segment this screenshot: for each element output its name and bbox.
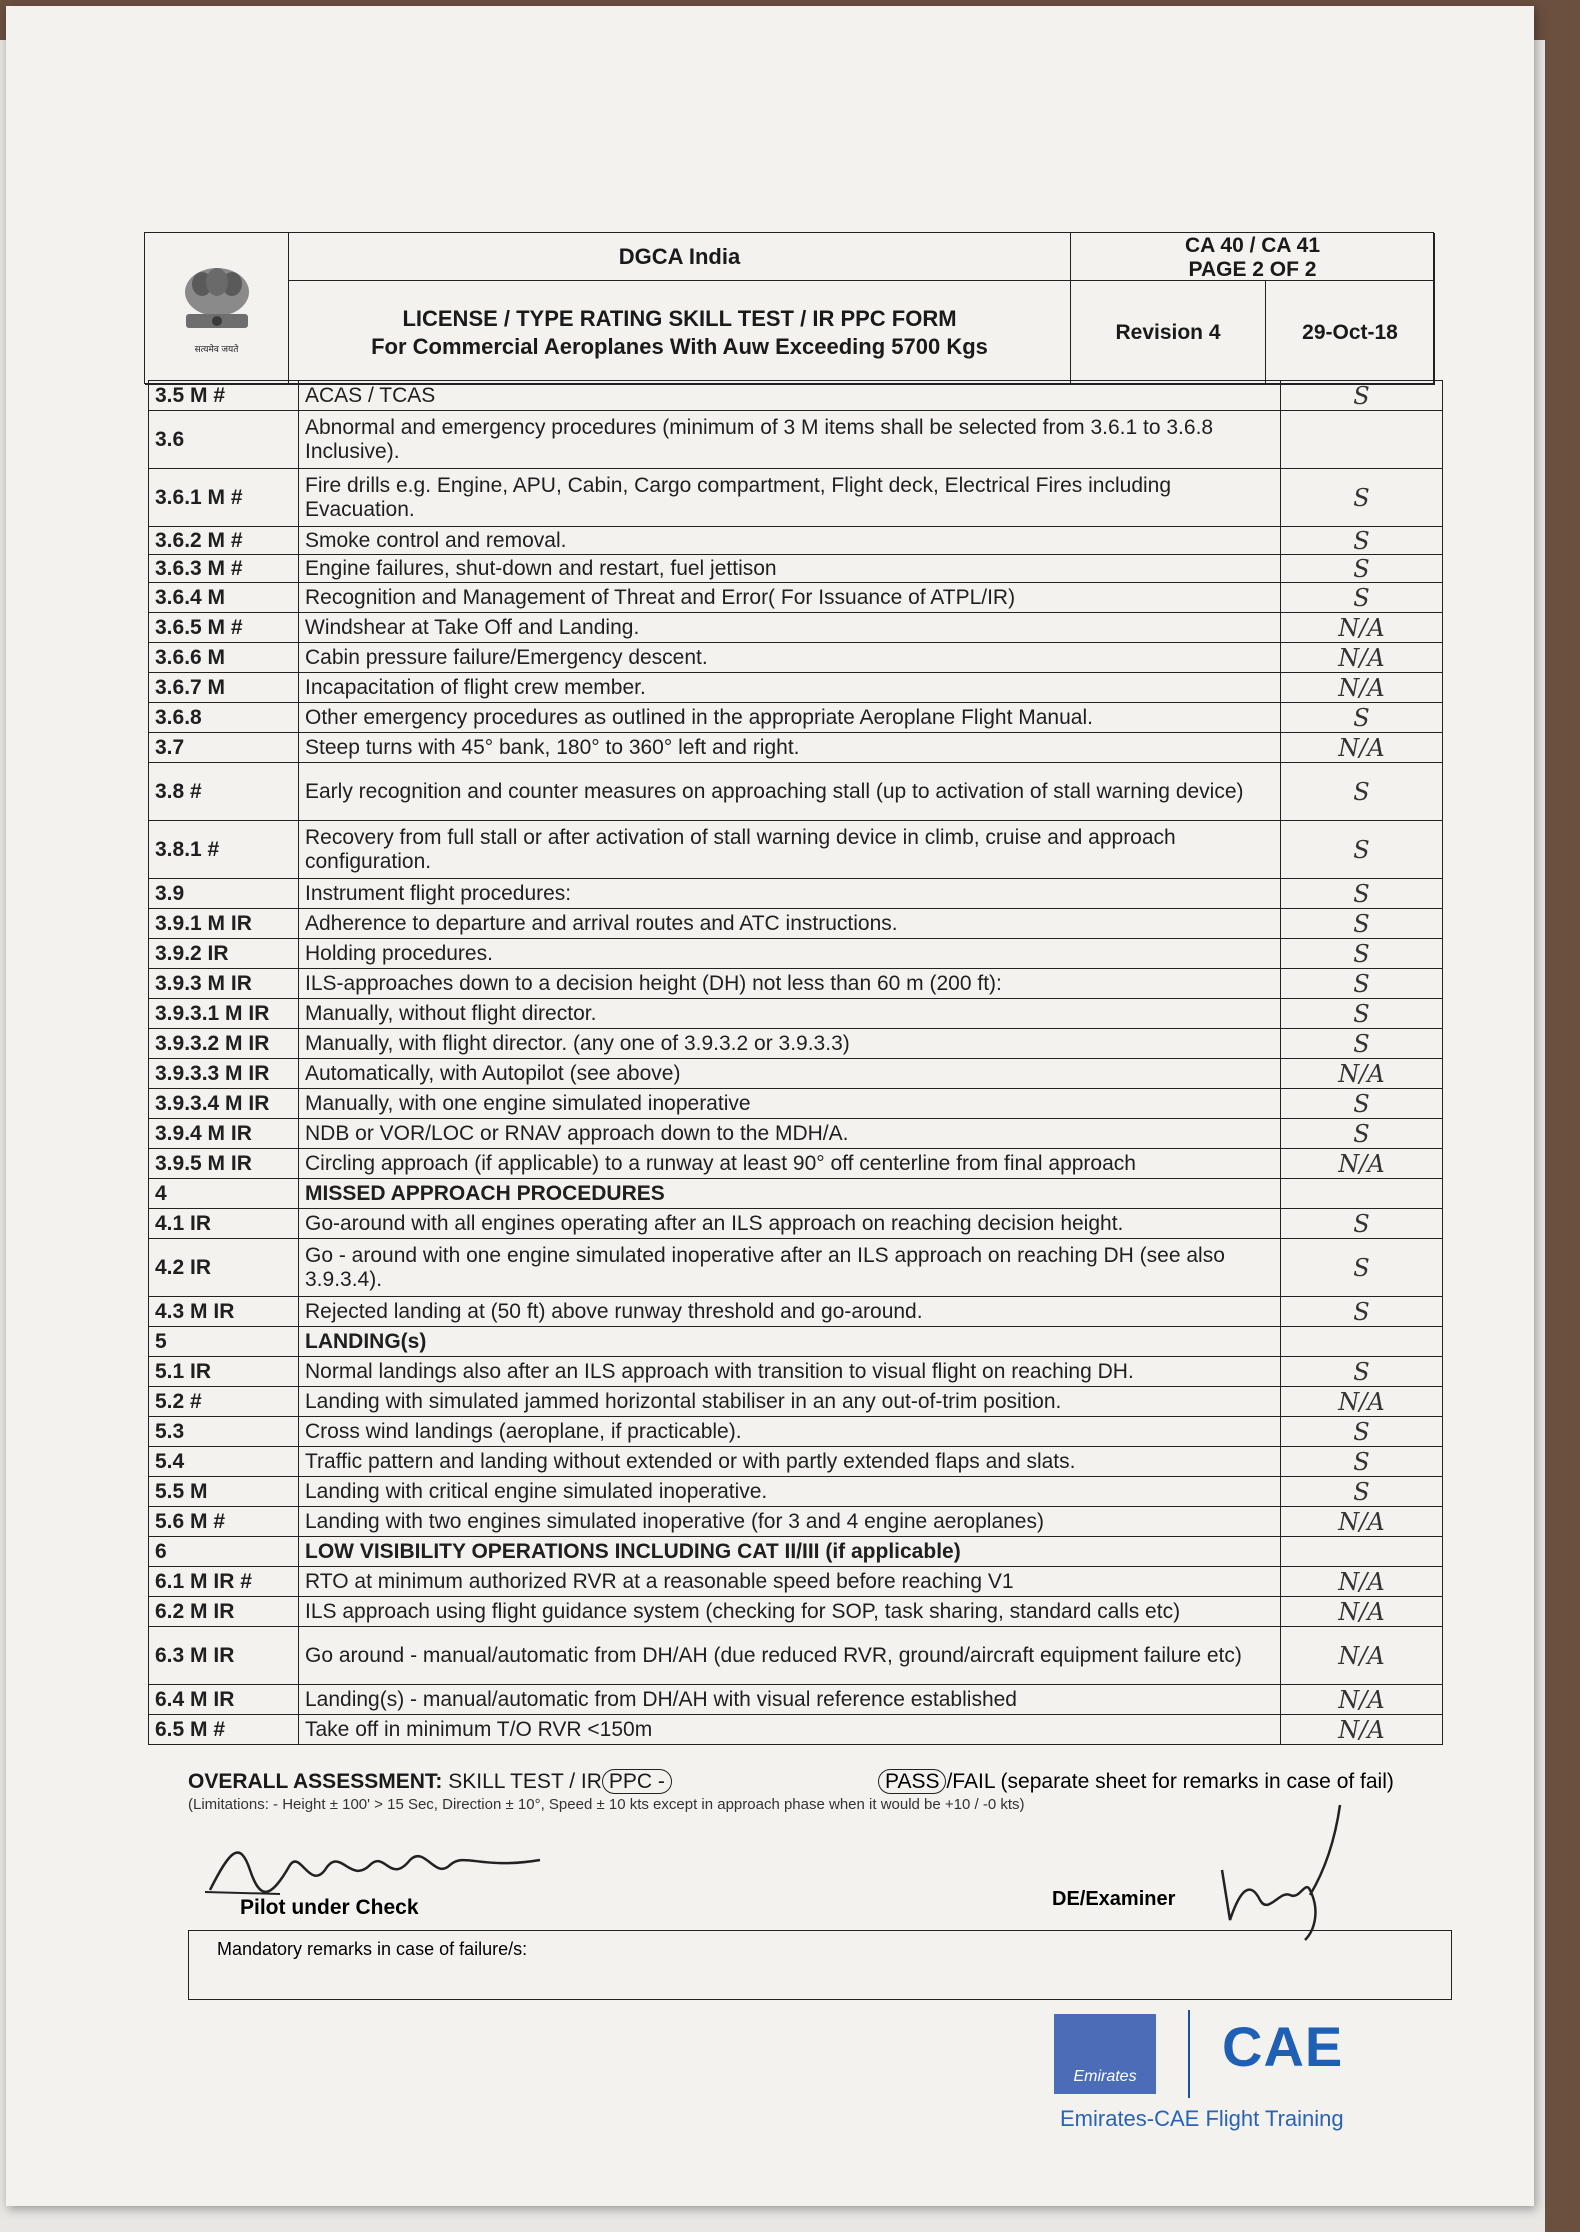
table-row [149,1567,1443,1597]
item-result: S [1281,879,1443,908]
table-row [149,821,1443,879]
logo-divider [1188,2010,1190,2098]
table-row [149,411,1443,469]
item-description: LOW VISIBILITY OPERATIONS INCLUDING CAT II/III (if applicable) [299,1537,1281,1566]
revision-date: 29-Oct-18 [1266,281,1435,385]
examiner-signature [1210,1800,1360,1950]
item-result: N/A [1281,733,1443,762]
item-result: S [1281,381,1443,410]
ppc-option-circled: PPC - [602,1769,672,1794]
table-row [149,969,1443,999]
item-description: Traffic pattern and landing without extended or with partly extended flaps and slats. [299,1447,1281,1476]
form-code: CA 40 / CA 41 [1185,233,1320,257]
item-result: S [1281,1209,1443,1238]
remarks-label: Mandatory remarks in case of failure/s: [217,1939,528,1959]
item-result: N/A [1281,643,1443,672]
item-description: Go-around with all engines operating after an ILS approach on reaching decision height. [299,1209,1281,1238]
table-row [149,909,1443,939]
item-code: 6.1 M IR # [149,1567,299,1596]
item-description: ACAS / TCAS [299,381,1281,410]
item-result: S [1281,1029,1443,1058]
item-code: 4 [149,1179,299,1208]
item-result [1281,411,1443,468]
item-result: S [1281,1239,1443,1296]
item-description: Cabin pressure failure/Emergency descent. [299,643,1281,672]
item-code: 3.9.2 IR [149,939,299,968]
item-description: Manually, with one engine simulated inoperative [299,1089,1281,1118]
examiner-label: DE/Examiner [1052,1888,1176,1910]
table-row [149,1119,1443,1149]
table-row [149,1149,1443,1179]
item-description: Landing with critical engine simulated inoperative. [299,1477,1281,1506]
item-description: Take off in minimum T/O RVR <150m [299,1715,1281,1744]
item-result: S [1281,1297,1443,1326]
item-result: N/A [1281,1507,1443,1536]
item-result: S [1281,1089,1443,1118]
table-row [149,939,1443,969]
item-code: 6.2 M IR [149,1597,299,1626]
item-result: S [1281,1447,1443,1476]
item-description: Incapacitation of flight crew member. [299,673,1281,702]
table-row [149,673,1443,703]
cae-logo: CAE [1222,2015,1344,2078]
item-code: 3.8.1 # [149,821,299,878]
item-description: Circling approach (if applicable) to a runway at least 90° off centerline from final approach [299,1149,1281,1178]
item-code: 3.6.8 [149,703,299,732]
ashoka-emblem-icon [172,262,262,342]
item-result: N/A [1281,1567,1443,1596]
item-result: S [1281,969,1443,998]
item-description: Recognition and Management of Threat and Error( For Issuance of ATPL/IR) [299,583,1281,612]
item-result: N/A [1281,1715,1443,1744]
assessment-label: OVERALL ASSESSMENT: [188,1770,443,1793]
item-code: 4.2 IR [149,1239,299,1296]
revision: Revision 4 [1071,281,1266,385]
item-code: 3.6.5 M # [149,613,299,642]
item-description: Windshear at Take Off and Landing. [299,613,1281,642]
item-code: 3.6.4 M [149,583,299,612]
emblem-caption: सत्यमेव जयते [194,344,239,354]
item-result: S [1281,555,1443,582]
table-row [149,1297,1443,1327]
form-title-line1: LICENSE / TYPE RATING SKILL TEST / IR PPC FORM [402,305,957,331]
org-name: DGCA India [289,233,1071,281]
item-code: 6 [149,1537,299,1566]
table-row [149,1507,1443,1537]
emirates-logo: Emirates [1054,2014,1156,2094]
item-code: 3.9.5 M IR [149,1149,299,1178]
item-result [1281,1327,1443,1356]
item-description: Recovery from full stall or after activation of stall warning device in climb, cruise and approach configuration. [299,821,1281,878]
table-row [149,879,1443,909]
item-description: Landing with two engines simulated inoperative (for 3 and 4 engine aeroplanes) [299,1507,1281,1536]
item-code: 5.1 IR [149,1357,299,1386]
ir-option: IR [580,1770,602,1793]
item-code: 3.9.3.2 M IR [149,1029,299,1058]
overall-assessment [188,1770,672,1794]
table-row [149,1477,1443,1507]
item-description: MISSED APPROACH PROCEDURES [299,1179,1281,1208]
item-result: S [1281,999,1443,1028]
table-row [149,1239,1443,1297]
item-description: Cross wind landings (aeroplane, if practicable). [299,1417,1281,1446]
table-row [149,583,1443,613]
item-result: S [1281,821,1443,878]
item-description: ILS-approaches down to a decision height (DH) not less than 60 m (200 ft): [299,969,1281,998]
item-code: 3.9.3.1 M IR [149,999,299,1028]
table-row [149,1597,1443,1627]
item-description: LANDING(s) [299,1327,1281,1356]
item-description: Fire drills e.g. Engine, APU, Cabin, Cargo compartment, Flight deck, Electrical Fires including Evacuation. [299,469,1281,526]
item-description: Landing with simulated jammed horizontal stabiliser in an any out-of-trim position. [299,1387,1281,1416]
item-description: Engine failures, shut-down and restart, fuel jettison [299,555,1281,582]
table-row [149,1417,1443,1447]
item-description: Adherence to departure and arrival routes and ATC instructions. [299,909,1281,938]
table-row [149,733,1443,763]
item-description: Abnormal and emergency procedures (minimum of 3 M items shall be selected from 3.6.1 to 3.6.8 Inclusive). [299,411,1281,468]
item-description: RTO at minimum authorized RVR at a reasonable speed before reaching V1 [299,1567,1281,1596]
item-code: 6.3 M IR [149,1627,299,1684]
table-row [149,1447,1443,1477]
item-result: S [1281,1119,1443,1148]
item-result: N/A [1281,1627,1443,1684]
table-row [149,1327,1443,1357]
pass-fail [878,1770,1394,1794]
logo-tagline: Emirates-CAE Flight Training [1060,2106,1344,2131]
table-row [149,469,1443,527]
item-result: S [1281,583,1443,612]
table-row [149,1685,1443,1715]
item-result: N/A [1281,1059,1443,1088]
item-code: 3.9.3.4 M IR [149,1089,299,1118]
table-row [149,613,1443,643]
item-result: S [1281,469,1443,526]
item-code: 4.3 M IR [149,1297,299,1326]
item-code: 4.1 IR [149,1209,299,1238]
item-description: Instrument flight procedures: [299,879,1281,908]
item-code: 3.5 M # [149,381,299,410]
form-title [289,281,1071,385]
item-code: 3.6.7 M [149,673,299,702]
item-result [1281,1179,1443,1208]
limitations-note: (Limitations: - Height ± 100' > 15 Sec, Direction ± 10°, Speed ± 10 kts except in approach phase when it would be +10 / -0 kts) [188,1796,1025,1813]
test-items-table [148,380,1443,1745]
fail-option: /FAIL (separate sheet for remarks in case of fail) [946,1770,1394,1793]
form-code-block [1071,233,1435,281]
form-title-line2: For Commercial Aeroplanes With Auw Exceeding 5700 Kgs [371,333,988,359]
page-number: PAGE 2 OF 2 [1188,257,1317,281]
item-description: Normal landings also after an ILS approach with transition to visual flight on reaching DH. [299,1357,1281,1386]
item-code: 5.6 M # [149,1507,299,1536]
table-row [149,1089,1443,1119]
item-description: Steep turns with 45° bank, 180° to 360° left and right. [299,733,1281,762]
item-result: S [1281,909,1443,938]
item-code: 3.9 [149,879,299,908]
item-description: Automatically, with Autopilot (see above) [299,1059,1281,1088]
item-result: N/A [1281,1597,1443,1626]
table-row [149,643,1443,673]
table-row [149,555,1443,583]
item-code: 5.4 [149,1447,299,1476]
emblem [145,233,289,385]
item-code: 3.9.1 M IR [149,909,299,938]
item-code: 3.8 # [149,763,299,820]
table-row [149,1179,1443,1209]
item-code: 3.6.6 M [149,643,299,672]
table-row [149,1387,1443,1417]
item-result: N/A [1281,673,1443,702]
table-row [149,1715,1443,1745]
item-code: 5.5 M [149,1477,299,1506]
item-code: 3.9.3 M IR [149,969,299,998]
table-row [149,527,1443,555]
item-result: S [1281,939,1443,968]
item-result: S [1281,527,1443,554]
item-description: NDB or VOR/LOC or RNAV approach down to the MDH/A. [299,1119,1281,1148]
item-description: Go - around with one engine simulated inoperative after an ILS approach on reaching DH (see also 3.9.3.4). [299,1239,1281,1296]
table-row [149,1029,1443,1059]
item-code: 3.6.3 M # [149,555,299,582]
pass-option-circled: PASS [878,1769,946,1794]
table-row [149,999,1443,1029]
logo-area [1054,2014,1354,2144]
item-result: N/A [1281,1387,1443,1416]
item-code: 3.6.1 M # [149,469,299,526]
item-result: N/A [1281,1685,1443,1714]
item-code: 3.7 [149,733,299,762]
item-code: 6.4 M IR [149,1685,299,1714]
item-result: S [1281,1417,1443,1446]
item-result: N/A [1281,613,1443,642]
item-result: S [1281,763,1443,820]
item-code: 5.2 # [149,1387,299,1416]
item-description: Manually, with flight director. (any one of 3.9.3.2 or 3.9.3.3) [299,1029,1281,1058]
table-row [149,1209,1443,1239]
item-description: Rejected landing at (50 ft) above runway threshold and go-around. [299,1297,1281,1326]
table-row [149,1537,1443,1567]
table-row [149,1059,1443,1089]
remarks-box [188,1930,1452,2000]
item-code: 6.5 M # [149,1715,299,1744]
table-row [149,1357,1443,1387]
item-description: Holding procedures. [299,939,1281,968]
item-description: Other emergency procedures as outlined in the appropriate Aeroplane Flight Manual. [299,703,1281,732]
item-code: 3.6 [149,411,299,468]
skill-test-option: SKILL TEST / [448,1770,576,1793]
item-code: 5 [149,1327,299,1356]
item-description: Landing(s) - manual/automatic from DH/AH with visual reference established [299,1685,1281,1714]
table-row [149,1627,1443,1685]
item-description: Early recognition and counter measures on approaching stall (up to activation of stall warning device) [299,763,1281,820]
item-result: S [1281,1477,1443,1506]
item-result: S [1281,1357,1443,1386]
item-description: ILS approach using flight guidance system (checking for SOP, task sharing, standard calls etc) [299,1597,1281,1626]
item-code: 3.6.2 M # [149,527,299,554]
form-header [144,232,1434,384]
table-row [149,381,1443,411]
item-code: 3.9.4 M IR [149,1119,299,1148]
table-row [149,703,1443,733]
item-description: Smoke control and removal. [299,527,1281,554]
item-result: N/A [1281,1149,1443,1178]
item-description: Manually, without flight director. [299,999,1281,1028]
pilot-under-check-label: Pilot under Check [240,1896,419,1919]
item-description: Go around - manual/automatic from DH/AH (due reduced RVR, ground/aircraft equipment failure etc) [299,1627,1281,1684]
item-result [1281,1537,1443,1566]
item-code: 3.9.3.3 M IR [149,1059,299,1088]
item-result: S [1281,703,1443,732]
item-code: 5.3 [149,1417,299,1446]
table-row [149,763,1443,821]
